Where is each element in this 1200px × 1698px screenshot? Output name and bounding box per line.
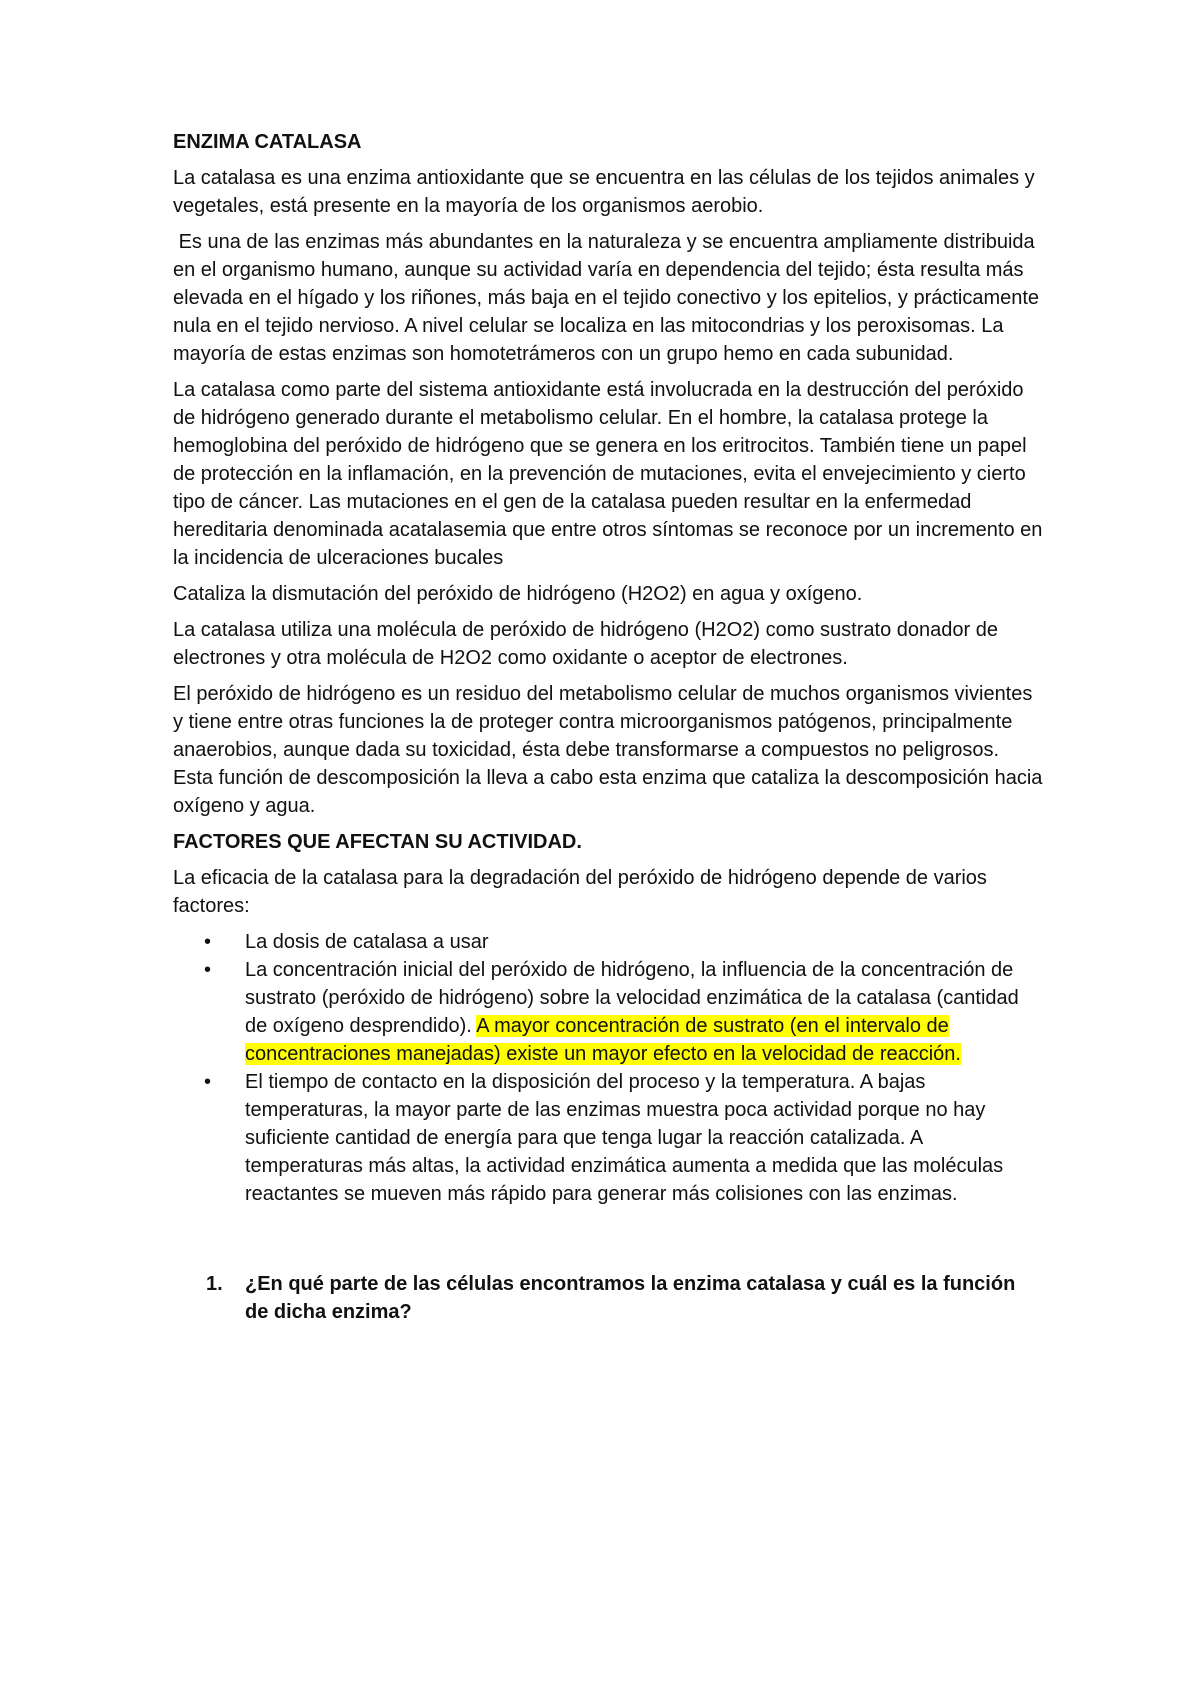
list-item-text: El tiempo de contacto en la disposición del proceso y la temperatura. A bajas temperaturas, la mayor parte de las enzimas muestra poca actividad porque no hay suficiente cantidad de energía para que tenga lugar la reacción catalizada. A temperaturas más altas, la actividad enzimática aumenta a medida que las moléculas reactantes se mueven más rápido para generar más colisiones con las enzimas.: [245, 1071, 1004, 1205]
question-item: [173, 1270, 1043, 1326]
bullet-icon: •: [204, 1071, 212, 1093]
factors-intro: La eficacia de la catalasa para la degradación del peróxido de hidrógeno depende de varios factores:: [173, 867, 987, 917]
factors-heading: FACTORES QUE AFECTAN SU ACTIVIDAD.: [173, 831, 582, 853]
list-item: [173, 956, 1043, 1068]
paragraph-peroxide: El peróxido de hidrógeno es un residuo del metabolismo celular de muchos organismos vivientes y tiene entre otras funciones la de proteger contra microorganismos patógenos, principalmente anaerobios, aunque dada su toxicidad, ésta debe transformarse a compuestos no peligrosos. Esta función de descomposición la lleva a cabo esta enzima que cataliza la descomposición hacia oxígeno y agua.: [173, 683, 1043, 817]
paragraph-antioxidant-role: La catalasa como parte del sistema antioxidante está involucrada en la destrucción del peróxido de hidrógeno generado durante el metabolismo celular. En el hombre, la catalasa protege la hemoglobina del peróxido de hidrógeno que se genera en los eritrocitos. También tiene un papel de protección en la inflamación, en la prevención de mutaciones, evita el envejecimiento y cierto tipo de cáncer. Las mutaciones en el gen de la catalasa pueden resultar en la enfermedad hereditaria denominada acatalasemia que entre otros síntomas se reconoce por un incremento en la incidencia de ulceraciones bucales: [173, 379, 1043, 569]
list-item-text: La dosis de catalasa a usar: [245, 931, 489, 953]
bullet-icon: •: [204, 959, 212, 981]
paragraph-intro: La catalasa es una enzima antioxidante que se encuentra en las células de los tejidos animales y vegetales, está presente en la mayoría de los organismos aerobio.: [173, 167, 1035, 217]
list-item: [173, 1068, 1043, 1208]
paragraph-substrate: La catalasa utiliza una molécula de peróxido de hidrógeno (H2O2) como sustrato donador de electrones y otra molécula de H2O2 como oxidante o aceptor de electrones.: [173, 619, 998, 669]
highlighted-text: A mayor concentración de sustrato (en el intervalo de concentraciones manejadas) existe un mayor efecto en la velocidad de reacción.: [245, 1015, 961, 1065]
paragraph-dismutation: Cataliza la dismutación del peróxido de hidrógeno (H2O2) en agua y oxígeno.: [173, 583, 863, 605]
bullet-icon: •: [204, 931, 212, 953]
question-text: ¿En qué parte de las células encontramos la enzima catalasa y cuál es la función de dicha enzima?: [245, 1273, 1016, 1323]
list-item: [173, 928, 1043, 956]
list-item-text: La concentración inicial del peróxido de hidrógeno, la influencia de la concentración de sustrato (peróxido de hidrógeno) sobre la velocidad enzimática de la catalasa (cantidad de oxígeno desprendido).: [245, 959, 1019, 1037]
paragraph-distribution: Es una de las enzimas más abundantes en la naturaleza y se encuentra ampliamente distribuida en el organismo humano, aunque su actividad varía en dependencia del tejido; ésta resulta más elevada en el hígado y los riñones, más baja en el tejido conectivo y los epitelios, y prácticamente nula en el tejido nervioso. A nivel celular se localiza en las mitocondrias y los peroxisomas. La mayoría de estas enzimas son homotetrámeros con un grupo hemo en cada subunidad.: [173, 231, 1045, 365]
document-page: [173, 128, 1043, 1326]
questions-list: [173, 1270, 1043, 1326]
question-number: 1.: [206, 1273, 223, 1295]
document-title: ENZIMA CATALASA: [173, 131, 362, 153]
factors-list: [173, 928, 1043, 1208]
